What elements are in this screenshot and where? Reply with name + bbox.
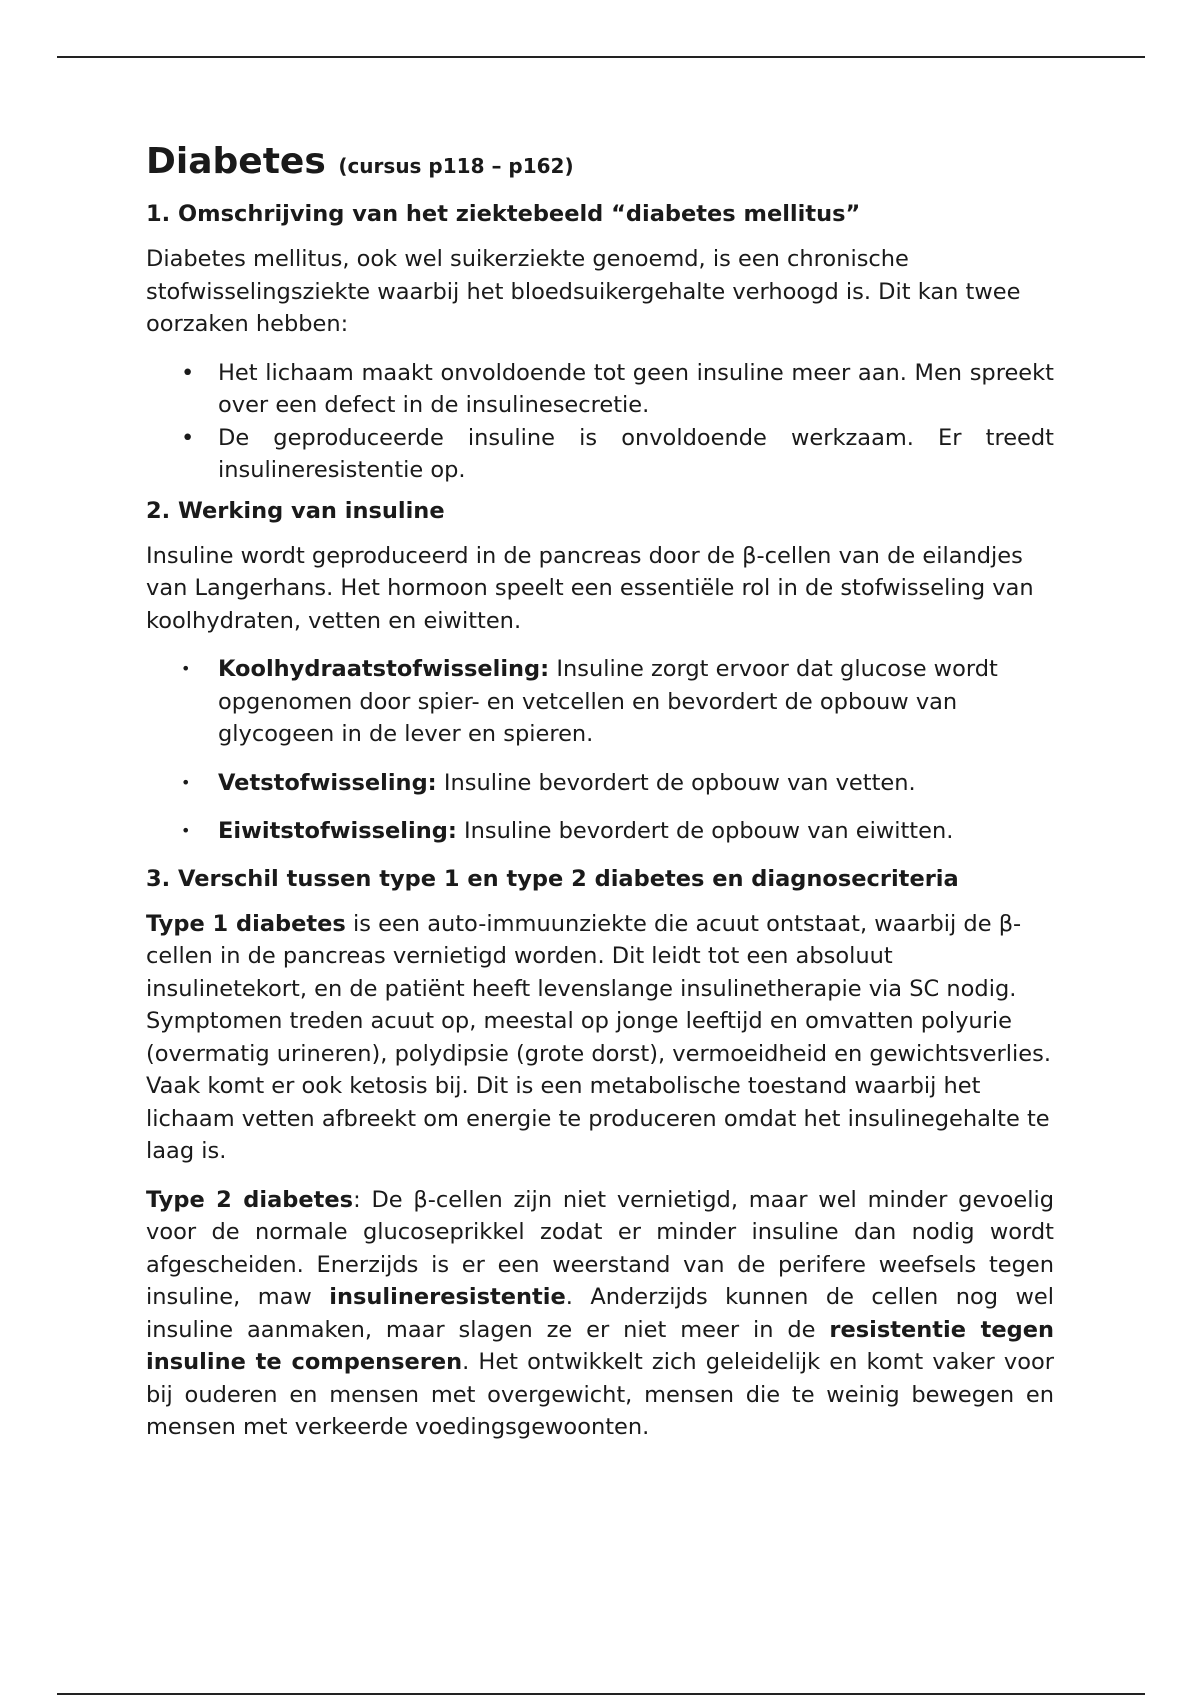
page-title bbox=[146, 140, 1054, 188]
bullet-icon: • bbox=[181, 772, 191, 792]
type2-paragraph bbox=[146, 1184, 1054, 1444]
page-title-subtitle: (cursus p118 – p162) bbox=[338, 154, 574, 178]
list-item bbox=[146, 422, 1054, 487]
metabolism-list bbox=[146, 653, 1054, 848]
causes-list bbox=[146, 357, 1054, 487]
list-item bbox=[146, 815, 1054, 848]
type2-bold-2: resistentie tegen insuline te compenseren bbox=[146, 1316, 1054, 1375]
bullet-icon: • bbox=[181, 359, 195, 386]
document-body bbox=[146, 140, 1054, 1460]
list-item bbox=[146, 357, 1054, 422]
section-heading-3: 3. Verschil tussen type 1 en type 2 diabetes en diagnosecriteria bbox=[146, 865, 959, 892]
page-title-main: Diabetes bbox=[146, 141, 326, 182]
section-heading-2: 2. Werking van insuline bbox=[146, 497, 445, 524]
list-item-text: Insuline bevordert de opbouw van vetten. bbox=[436, 769, 916, 796]
type1-term: Type 1 diabetes bbox=[146, 910, 346, 937]
type1-paragraph bbox=[146, 908, 1054, 1168]
list-item-text: De geproduceerde insuline is onvoldoende werkzaam. Er treedt insulineresistentie op. bbox=[218, 424, 1054, 483]
section-2-intro: Insuline wordt geproduceerd in de pancreas door de β-cellen van de eilandjes van Langerhans. Het hormoon speelt een essentiële rol in de stofwisseling van koolhydraten, vetten en eiwitten. bbox=[146, 542, 1034, 634]
list-item-term: Vetstofwisseling: bbox=[218, 769, 437, 796]
list-item-term: Eiwitstofwisseling: bbox=[218, 818, 457, 844]
bullet-icon: • bbox=[181, 424, 195, 451]
list-item-text: Het lichaam maakt onvoldoende tot geen insuline meer aan. Men spreekt over een defect in de insulinesecretie. bbox=[218, 359, 1054, 418]
header-rule bbox=[57, 56, 1145, 58]
list-item-text: Insuline zorgt ervoor dat glucose wordt opgenomen door spier- en vetcellen en bevordert de opbouw van glycogeen in de lever en spieren. bbox=[218, 656, 998, 747]
list-item bbox=[146, 653, 1054, 751]
list-item-text: Insuline bevordert de opbouw van eiwitten. bbox=[456, 818, 954, 844]
bullet-icon: • bbox=[181, 659, 191, 678]
type2-bold-1: insulineresistentie bbox=[329, 1284, 566, 1310]
list-item-term: Koolhydraatstofwisseling: bbox=[218, 656, 550, 682]
footer-rule bbox=[57, 1693, 1145, 1695]
type2-text-1: : De β-cellen zijn niet vernietigd, maar wel minder gevoelig voor de normale glucoseprikkel zodat er minder insuline dan nodig wordt afgescheiden. Enerzijds is er een weerstand van de perifere weefsels tegen insuline, maw bbox=[146, 1186, 1055, 1310]
section-1-intro: Diabetes mellitus, ook wel suikerziekte genoemd, is een chronische stofwisselingsziekte waarbij het bloedsuikergehalte verhoogd is. Dit kan twee oorzaken hebben: bbox=[146, 246, 1021, 337]
type1-text: is een auto-immuunziekte die acuut ontstaat, waarbij de β-cellen in de pancreas vernietigd worden. Dit leidt tot een absoluut insulinetekort, en de patiënt heeft levenslange insulinetherapie via SC nodig. Symptomen treden acuut op, meestal op jonge leeftijd en omvatten polyurie (overmatig urineren), polydipsie (grote dorst), vermoeidheid en gewichtsverlies. Vaak komt er ook ketosis bij. Dit is een metabolische toestand waarbij het lichaam vetten afbreekt om energie te produceren omdat het insulinegehalte te laag is. bbox=[146, 910, 1051, 1164]
list-item bbox=[146, 767, 1054, 800]
bullet-icon: • bbox=[181, 821, 191, 840]
section-heading-1: 1. Omschrijving van het ziektebeeld “diabetes mellitus” bbox=[146, 201, 861, 227]
type2-term: Type 2 diabetes bbox=[146, 1186, 354, 1213]
type2-text-2: . Anderzijds kunnen de cellen nog wel insuline aanmaken, maar slagen ze er niet meer in de bbox=[146, 1284, 1054, 1343]
type2-text-3: . Het ontwikkelt zich geleidelijk en komt vaker voor bij ouderen en mensen met overgewicht, mensen die te weinig bewegen en mensen met verkeerde voedingsgewoonten. bbox=[146, 1349, 1054, 1440]
